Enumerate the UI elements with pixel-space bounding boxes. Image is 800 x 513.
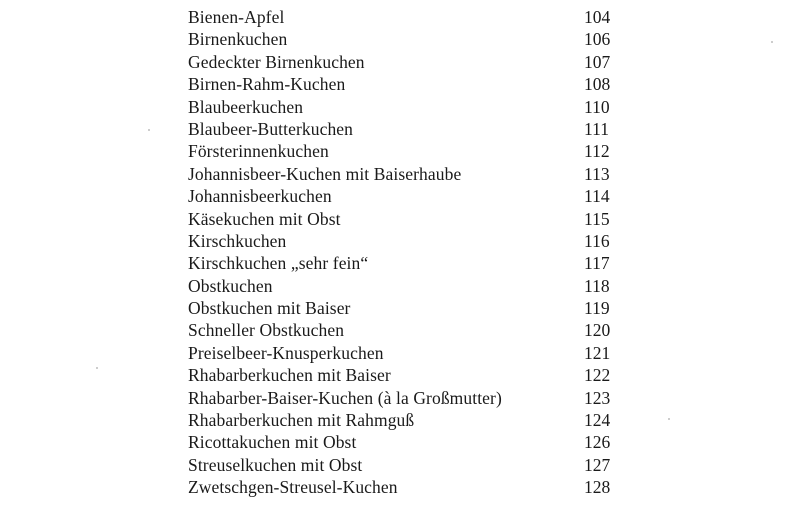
scan-speck <box>771 41 773 43</box>
toc-entry <box>0 252 800 274</box>
toc-entry <box>0 275 800 297</box>
toc-entry-title: Bienen-Apfel <box>188 7 285 27</box>
toc-entry-page: 122 <box>584 365 611 386</box>
toc-entry-title: Johannisbeerkuchen <box>188 186 332 207</box>
toc-entry <box>0 409 800 431</box>
toc-entry-page: 116 <box>584 230 610 251</box>
toc-entry-title: Blaubeer-Butterkuchen <box>188 118 354 139</box>
toc-entry-title: Johannisbeer-Kuchen mit Baiserhaube <box>188 163 462 184</box>
toc-entry-page: 113 <box>584 163 610 184</box>
toc-entry-title: Rhabarber-Baiser-Kuchen (à la Großmutter) <box>188 387 502 408</box>
toc-entry-title: Schneller Obstkuchen <box>188 320 345 341</box>
toc-entry-page: 110 <box>584 96 610 117</box>
toc-entry-title: Blaubeerkuchen <box>188 96 304 117</box>
toc-entry-title: Birnen-Rahm-Kuchen <box>188 74 346 95</box>
toc-entry-page: 117 <box>584 253 610 274</box>
toc-entry <box>0 73 800 95</box>
toc-entry <box>0 297 800 319</box>
toc-entry-page: 104 <box>584 7 611 27</box>
toc-entry-page: 124 <box>584 410 611 431</box>
toc-entry-page: 111 <box>584 118 609 139</box>
toc-entry <box>0 431 800 453</box>
toc-entry-page: 128 <box>584 477 611 498</box>
toc-entry <box>0 342 800 364</box>
scan-speck <box>668 418 670 420</box>
toc-entry-page: 127 <box>584 454 611 475</box>
toc-entry-page: 123 <box>584 387 611 408</box>
toc-entry-page: 112 <box>584 141 610 162</box>
toc-entry <box>0 319 800 341</box>
toc-entry-title: Försterinnenkuchen <box>188 141 329 162</box>
toc-entry <box>0 476 800 498</box>
toc-entry-title: Obstkuchen <box>188 275 273 296</box>
toc-entry-page: 118 <box>584 275 610 296</box>
toc-entry <box>0 28 800 50</box>
toc-entry <box>0 6 800 28</box>
toc-entry-page: 114 <box>584 186 610 207</box>
toc-entry-title: Rhabarberkuchen mit Rahmguß <box>188 410 415 431</box>
table-of-contents <box>0 6 800 499</box>
toc-entry-page: 126 <box>584 432 611 453</box>
toc-entry-title: Zwetschgen-Streusel-Kuchen <box>188 477 398 498</box>
scan-speck <box>148 129 150 131</box>
toc-entry-page: 107 <box>584 51 611 72</box>
toc-entry-title: Preiselbeer-Knusperkuchen <box>188 342 384 363</box>
toc-entry <box>0 51 800 73</box>
toc-entry <box>0 185 800 207</box>
toc-entry-title: Obstkuchen mit Baiser <box>188 298 351 319</box>
toc-entry-title: Gedeckter Birnenkuchen <box>188 51 365 72</box>
toc-entry-title: Käsekuchen mit Obst <box>188 208 341 229</box>
toc-entry-title: Birnenkuchen <box>188 29 288 50</box>
scan-speck <box>96 367 98 369</box>
toc-entry <box>0 454 800 476</box>
toc-entry <box>0 118 800 140</box>
toc-entry-page: 119 <box>584 298 610 319</box>
toc-entry-page: 121 <box>584 342 611 363</box>
toc-entry <box>0 230 800 252</box>
toc-entry-title: Rhabarberkuchen mit Baiser <box>188 365 391 386</box>
toc-entry-title: Kirschkuchen „sehr fein“ <box>188 253 369 274</box>
toc-entry-title: Ricottakuchen mit Obst <box>188 432 357 453</box>
toc-entry <box>0 364 800 386</box>
toc-entry <box>0 208 800 230</box>
toc-entry-page: 115 <box>584 208 610 229</box>
toc-entry-page: 108 <box>584 74 611 95</box>
toc-entry <box>0 387 800 409</box>
toc-entry-title: Streuselkuchen mit Obst <box>188 454 363 475</box>
toc-entry-title: Kirschkuchen <box>188 230 287 251</box>
toc-entry <box>0 163 800 185</box>
toc-entry <box>0 140 800 162</box>
toc-entry-page: 120 <box>584 320 611 341</box>
toc-entry-page: 106 <box>584 29 611 50</box>
toc-entry <box>0 96 800 118</box>
